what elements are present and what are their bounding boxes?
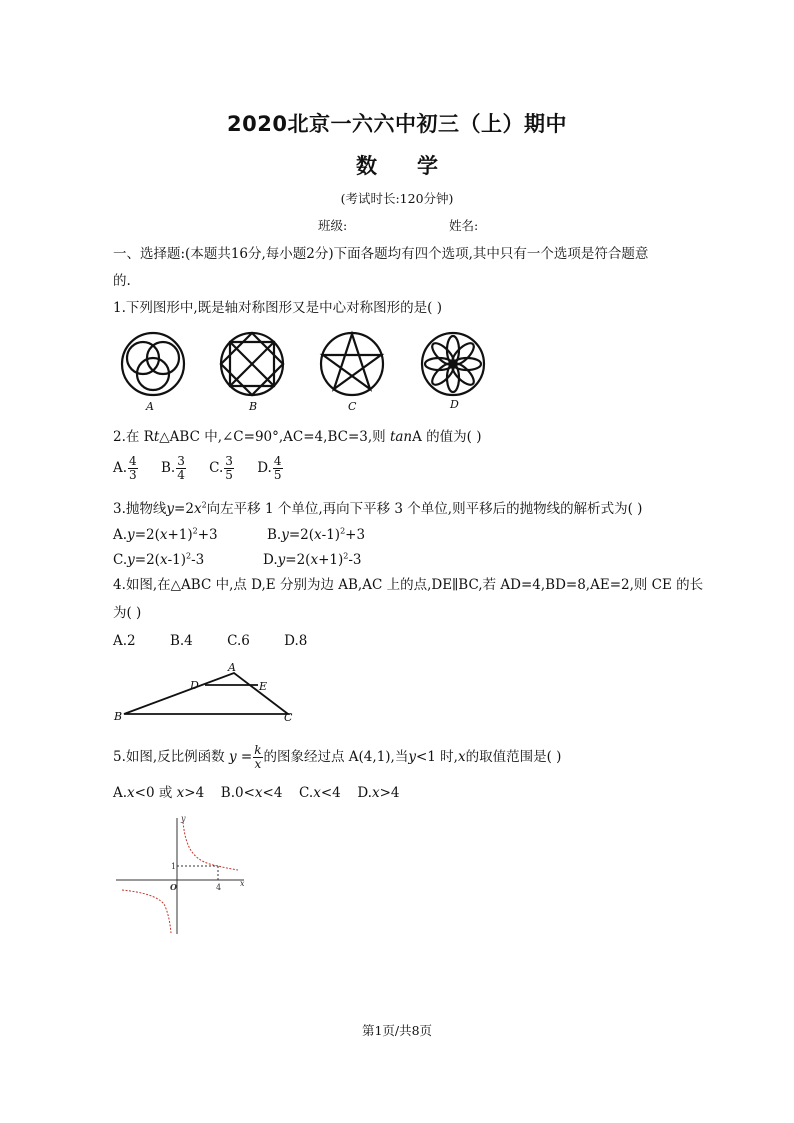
name-label: 姓名:	[449, 218, 479, 233]
q2-option-a: A. $\frac{4}{3}$	[113, 454, 137, 482]
hyperbola-branch-left	[122, 890, 171, 933]
q2-option-b: B. $\frac{3}{4}$	[160, 454, 185, 482]
figure-label-b: B	[249, 400, 258, 413]
question-5-options	[113, 784, 399, 802]
q3-option-c: $C.y=2(x-1)^2-3$	[113, 551, 205, 568]
q2-option-c: C. $\frac{3}{5}$	[209, 454, 233, 482]
q5-option-c: C.x<4	[299, 785, 341, 801]
question-1-figures	[110, 328, 510, 416]
figure-label-c: C	[348, 400, 357, 413]
subject-right: 学	[417, 154, 438, 178]
question-4-stem-line1: 4.如图,在△ABC 中,点 D,E 分别为边 AB,AC 上的点,DE∥BC,若 AD=4,BD=8,AE=2,则 CE 的长	[113, 577, 704, 593]
figure-a-circles	[122, 333, 184, 395]
vertex-label-a: A	[228, 661, 236, 674]
subject-title	[0, 150, 794, 180]
figure-b-square	[221, 333, 283, 395]
question-1-stem: 1.下列图形中,既是轴对称图形又是中心对称图形的是( )	[113, 300, 442, 316]
question-2-stem: 2.在 Rt△ABC 中,∠C=90°,AC=4,BC=3,则 tanA 的值为( )	[113, 429, 482, 445]
point-label-d: D	[190, 679, 199, 692]
q5-option-b: B.0<x<4	[220, 785, 283, 801]
vertex-label-c: C	[284, 711, 293, 724]
question-4-stem-line2: 为( )	[113, 605, 142, 621]
figure-label-a: A	[146, 400, 154, 413]
q5-option-a: A.x<0 或 x>4	[113, 785, 205, 801]
q3-option-d: $D.y=2(x+1)^2-3$	[263, 551, 362, 568]
question-4-triangle-figure	[112, 660, 308, 724]
q2-option-d: D. $\frac{4}{5}$	[257, 454, 282, 482]
q3-option-b: $B.y=2(x-1)^2+3$	[267, 526, 366, 543]
question-5-hyperbola-graph	[112, 812, 252, 936]
section-instructions-line2: 的.	[113, 273, 131, 289]
section-instructions-line1: 一、选择题:(本题共16分,每小题2分)下面各题均有四个选项,其中只有一个选项是符合题意	[113, 246, 649, 262]
origin-label: O	[170, 882, 177, 892]
page-footer: 第1页/共8页	[361, 1023, 433, 1038]
figure-d-flower	[422, 333, 484, 395]
vertex-label-b: B	[114, 710, 123, 723]
tick-label-4: 4	[216, 883, 222, 892]
question-5-stem: 5.如图,反比例函数 y = $\frac{k}{x}$ 的图象经过点 A(4,1),当y<1 时,x的取值范围是( )	[113, 743, 562, 771]
question-4-options: A.2 B.4 C.6 D.8	[113, 633, 308, 649]
exam-title: 2020北京一六六中初三（上）期中	[227, 112, 567, 136]
subject-left: 数	[356, 154, 377, 178]
question-2-options	[113, 455, 284, 482]
q5-option-d: D.x>4	[357, 785, 400, 801]
point-label-e: E	[259, 680, 268, 693]
question-3-stem: 3.抛物线$y=2x^2$向左平移 1 个单位,再向下平移 3 个单位,则平移后的抛物线的解析式为( )	[113, 500, 643, 517]
x-axis-label: x	[240, 879, 245, 888]
y-axis-label: y	[181, 814, 186, 823]
hyperbola-branch-right	[183, 822, 238, 870]
exam-duration: (考试时长:120分钟)	[340, 191, 454, 206]
tick-label-1: 1	[171, 862, 177, 871]
figure-c-star	[321, 333, 383, 395]
class-label: 班级:	[318, 218, 348, 233]
q3-option-a: $A.y=2(x+1)^2+3$	[113, 526, 218, 543]
figure-label-d: D	[450, 398, 459, 411]
